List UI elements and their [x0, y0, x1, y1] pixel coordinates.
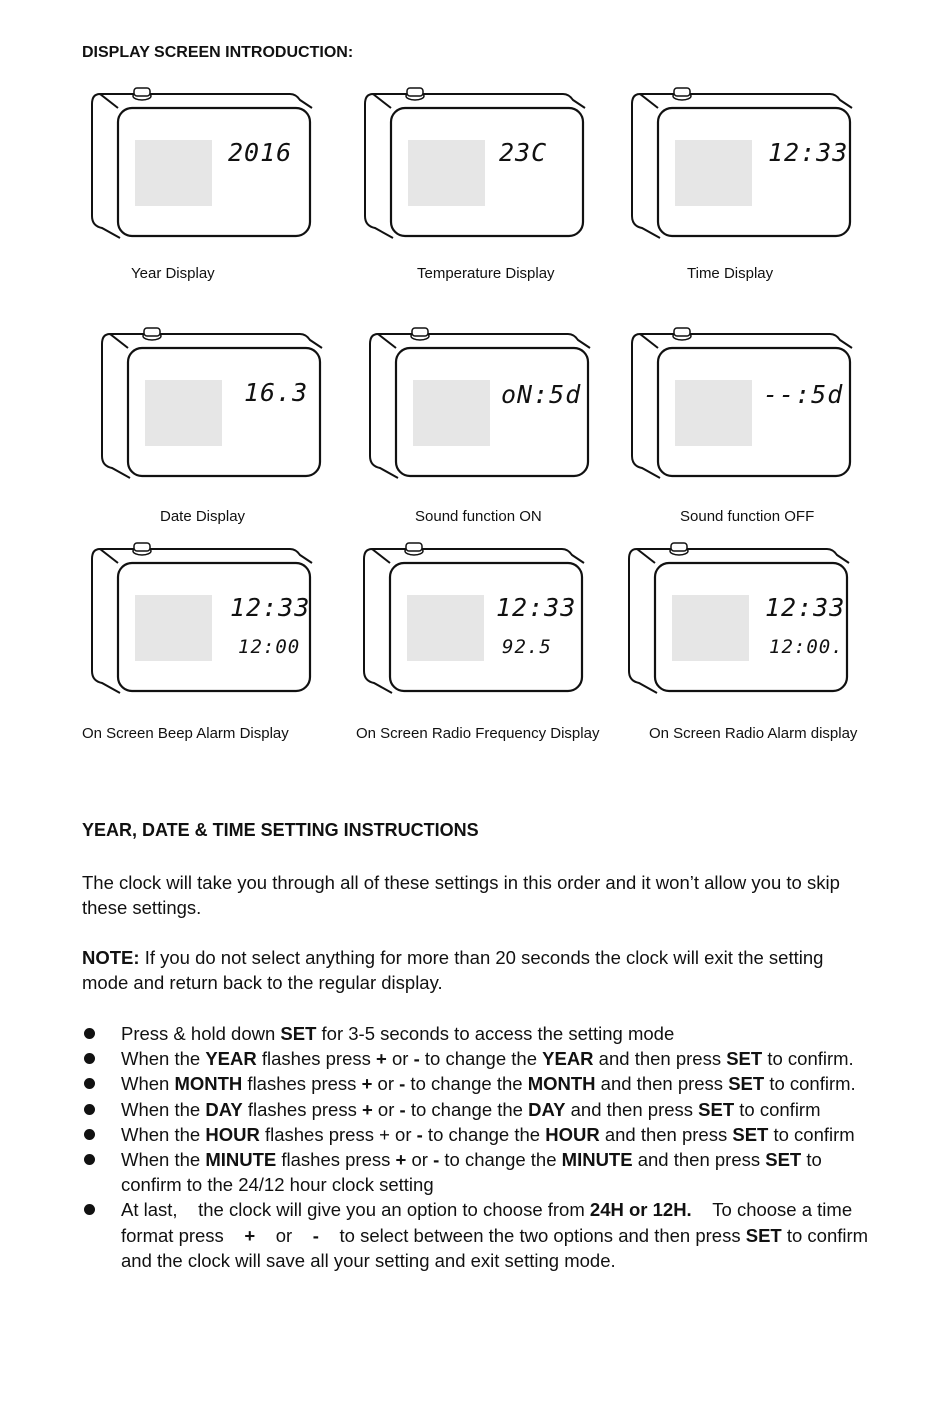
caption-sound-on: Sound function ON	[415, 508, 542, 525]
clock-outline-icon	[362, 543, 592, 703]
caption-sound-off: Sound function OFF	[680, 508, 815, 525]
step-bold-text: +	[376, 1048, 387, 1070]
step-text: To choose a time format press	[121, 1199, 853, 1246]
step-text: to change the	[405, 1098, 529, 1120]
step-text: to select between the two options and then press	[318, 1224, 746, 1246]
note-label: NOTE:	[82, 947, 140, 968]
step-text: and then press	[565, 1098, 699, 1120]
step-text: or	[372, 1098, 400, 1120]
step-text: or	[386, 1048, 414, 1070]
step-bold-text: MONTH	[527, 1073, 596, 1095]
step-text: to change the	[422, 1123, 546, 1145]
step-bold-text: HOUR	[545, 1123, 600, 1145]
step-text: When the	[121, 1048, 206, 1070]
step-text: flashes press	[276, 1149, 396, 1171]
caption-radio-alarm: On Screen Radio Alarm display	[649, 725, 858, 742]
step-text: to change the	[419, 1048, 543, 1070]
step-bold-text: SET	[745, 1224, 782, 1246]
clock-illustration-sound-off	[630, 328, 860, 488]
step-bold-text: DAY	[528, 1098, 566, 1120]
step-bold-text: SET	[726, 1048, 763, 1070]
step-text: When the	[121, 1098, 206, 1120]
step-item	[82, 1046, 872, 1071]
clock-outline-icon	[630, 88, 860, 248]
step-text: to confirm	[734, 1098, 821, 1120]
step-text: flashes press + or	[259, 1123, 417, 1145]
caption-beep-alarm: On Screen Beep Alarm Display	[82, 725, 289, 742]
clock-illustration-sound-on	[368, 328, 598, 488]
step-bold-text: 24H or 12H.	[589, 1199, 692, 1221]
clock-outline-icon	[90, 543, 320, 703]
step-text: and then press	[599, 1123, 733, 1145]
clock-outline-icon	[100, 328, 330, 488]
step-bold-text: -	[416, 1123, 423, 1145]
step-bold-text: DAY	[205, 1098, 243, 1120]
step-text: to confirm	[768, 1123, 855, 1145]
step-bold-text: -	[312, 1224, 319, 1246]
step-text: for 3-5 seconds to access the setting mode	[316, 1023, 675, 1044]
step-bold-text: SET	[732, 1123, 769, 1145]
step-text: or	[406, 1149, 434, 1171]
step-text: to confirm.	[762, 1048, 854, 1070]
clock-illustration-radio-frequency	[362, 543, 592, 703]
step-text: When	[121, 1073, 175, 1095]
note-paragraph	[82, 945, 872, 995]
step-text: flashes press	[242, 1098, 362, 1120]
clock-illustration-year	[90, 88, 320, 248]
note-text: If you do not select anything for more than 20 seconds the clock will exit the setting mode and return back to the regular display.	[82, 947, 824, 993]
step-bold-text: YEAR	[205, 1048, 257, 1070]
step-bold-text: +	[361, 1098, 373, 1120]
step-text: to change the	[405, 1073, 528, 1095]
step-bold-text: +	[361, 1073, 373, 1095]
lcd-line-1: 23C	[499, 138, 548, 167]
step-item	[82, 1021, 872, 1046]
step-text: and then press	[595, 1073, 729, 1095]
clock-illustration-radio-alarm	[627, 543, 857, 703]
step-item	[82, 1197, 872, 1273]
step-bold-text: SET	[280, 1023, 317, 1044]
step-text: to change the	[439, 1149, 562, 1171]
clock-illustration-date	[100, 328, 330, 488]
step-bold-text: SET	[728, 1073, 765, 1095]
step-bold-text: YEAR	[542, 1048, 594, 1070]
step-item	[82, 1071, 872, 1096]
clock-illustration-beep-alarm	[90, 543, 320, 703]
step-text: to confirm and the clock will save all your setting and exit setting mode.	[121, 1224, 869, 1271]
step-text: At last, the clock will give you an option to choose from	[121, 1199, 590, 1221]
lcd-line-1: oN:5d	[501, 380, 582, 409]
lcd-line-1: 12:33	[768, 138, 849, 167]
clock-outline-icon	[363, 88, 593, 248]
step-text: When the	[121, 1123, 206, 1145]
step-bold-text: +	[244, 1224, 256, 1246]
step-bold-text: SET	[698, 1098, 735, 1120]
caption-radio-frequency: On Screen Radio Frequency Display	[356, 725, 600, 742]
step-bold-text: MONTH	[174, 1073, 243, 1095]
step-text: flashes press	[256, 1048, 377, 1070]
lcd-line-1: 2016	[228, 138, 293, 167]
step-text: to confirm.	[764, 1073, 856, 1095]
step-bold-text: SET	[765, 1149, 802, 1171]
step-text: When the	[121, 1149, 206, 1171]
clock-outline-icon	[627, 543, 857, 703]
lcd-line-1: --:5d	[763, 380, 844, 409]
caption-time-display: Time Display	[687, 265, 774, 282]
step-item	[82, 1147, 872, 1197]
clock-illustration-time	[630, 88, 860, 248]
step-bold-text: MINUTE	[205, 1149, 277, 1171]
lcd-line-2: 12:00.	[769, 636, 844, 658]
step-text: Press & hold down	[121, 1023, 281, 1044]
step-bold-text: HOUR	[205, 1123, 260, 1145]
section-title-display: DISPLAY SCREEN INTRODUCTION:	[82, 44, 354, 61]
step-bold-text: +	[395, 1149, 407, 1171]
step-bold-text: MINUTE	[561, 1149, 633, 1171]
lcd-line-1: 12:33	[230, 593, 311, 622]
clock-outline-icon	[90, 88, 320, 248]
step-text: or	[372, 1073, 400, 1095]
lcd-line-1: 12:33	[496, 593, 577, 622]
step-text: and then press	[593, 1048, 727, 1070]
step-bold-text: -	[399, 1098, 406, 1120]
caption-year-display: Year Display	[131, 265, 215, 282]
clock-illustration-temperature	[363, 88, 593, 248]
step-text: or	[255, 1224, 313, 1246]
step-bold-text: -	[413, 1048, 420, 1070]
step-text: flashes press	[242, 1073, 362, 1095]
lcd-line-2: 92.5	[502, 636, 552, 658]
section-title-settings: YEAR, DATE & TIME SETTING INSTRUCTIONS	[82, 820, 479, 840]
caption-date-display: Date Display	[160, 508, 246, 525]
instruction-steps-list	[82, 1021, 872, 1273]
lcd-line-1: 16.3	[244, 378, 309, 407]
step-text: to confirm to the 24/12 hour clock setting	[121, 1149, 822, 1196]
lcd-line-1: 12:33	[765, 593, 846, 622]
intro-paragraph: The clock will take you through all of these settings in this order and it won’t allow you to skip these settings.	[82, 872, 840, 918]
step-text: and then press	[632, 1149, 766, 1171]
caption-temperature-display: Temperature Display	[417, 265, 555, 282]
step-item	[82, 1122, 872, 1147]
lcd-line-2: 12:00	[238, 636, 301, 658]
step-bold-text: -	[433, 1149, 440, 1171]
step-bold-text: -	[399, 1073, 406, 1095]
step-item	[82, 1097, 872, 1122]
